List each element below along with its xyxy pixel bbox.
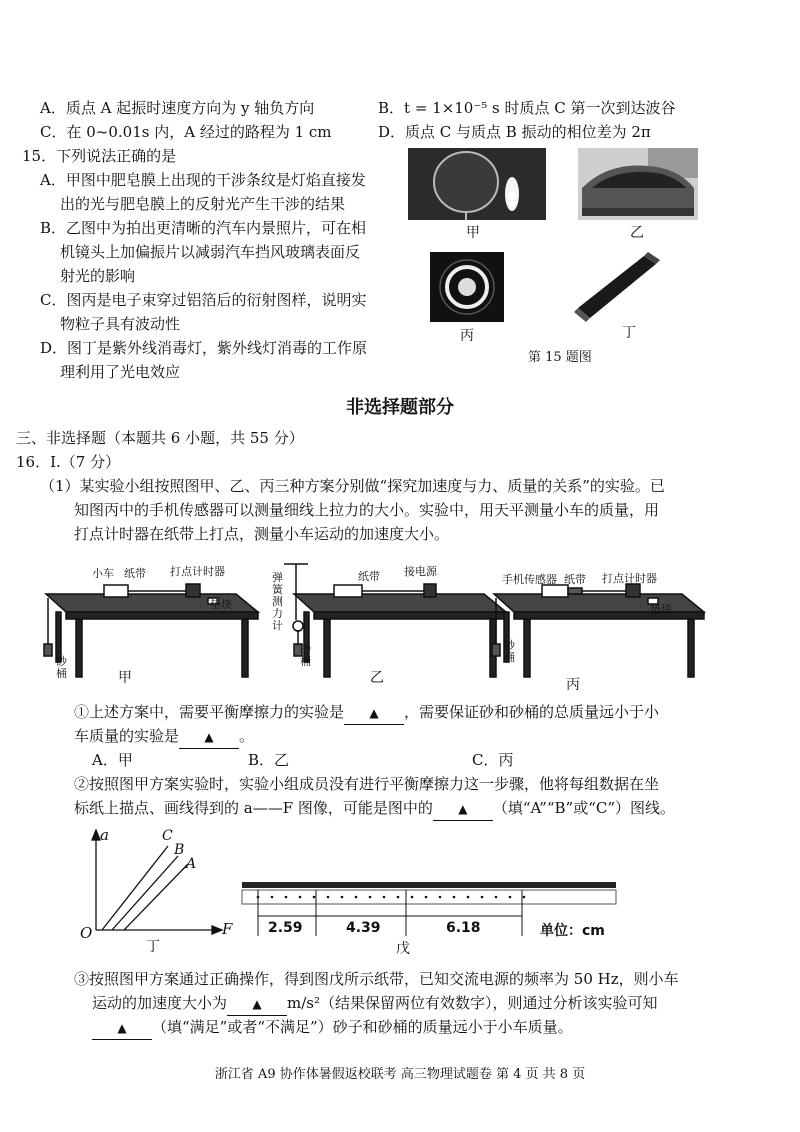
answer-blank-5[interactable]: ▲ — [92, 1017, 152, 1040]
jia-bucket-label: 砂桶 — [56, 655, 67, 680]
q16-intro-line3: 打点计时器在纸带上打点，测量小车运动的加速度大小。 — [74, 525, 450, 543]
graph-line-a-label: A — [186, 856, 197, 872]
section-title: 非选择题部分 — [346, 397, 454, 418]
line-c — [102, 846, 168, 930]
q15-b-line3: 射光的影响 — [60, 267, 136, 285]
answer-blank-1[interactable]: ▲ — [344, 702, 404, 725]
q14-option-c: C．在 0~0.01s 内，A 经过的路程为 1 cm — [40, 123, 332, 141]
graph-origin: O — [80, 924, 93, 942]
choice-b: B．乙 — [248, 751, 290, 769]
tape-distance-2: 4.39 — [346, 920, 381, 936]
q15-b-line2: 机镜头上加偏振片以减弱汽车挡风玻璃表面反 — [60, 243, 361, 261]
q16-intro-line1: （1）某实验小组按照图甲、乙、丙三种方案分别做“探究加速度与力、质量的关系”的实验。已 — [40, 477, 665, 495]
q16-sub2-line2: 标纸上描点、画线得到的 a——F 图像，可能是图中的 ▲ （填“A”“B”或“C”）图线。 — [74, 797, 675, 821]
car-photo — [578, 148, 698, 220]
q14-option-a: A．质点 A 起振时速度方向为 y 轴负方向 — [40, 99, 315, 117]
soap-film-photo — [408, 148, 546, 220]
yi-power-label: 接电源 — [404, 565, 437, 578]
choice-a: A．甲 — [92, 751, 133, 769]
bing-phone-label: 手机传感器 — [502, 573, 557, 586]
label-ding: 丁 — [622, 325, 636, 341]
q16-sub1-line2: 车质量的实验是 ▲ 。 — [74, 725, 254, 749]
q15-a-line1: A．甲图中肥皂膜上出现的干涉条纹是灯焰直接发 — [40, 171, 366, 189]
jia-tape-label: 纸带 — [124, 567, 146, 580]
q15-c-line2: 物粒子具有波动性 — [60, 315, 181, 333]
jia-pad-label: 垫块 — [210, 598, 232, 611]
tape-unit: 单位：cm — [540, 923, 605, 939]
q16-sub3-line1: ③按照图甲方案通过正确操作，得到图戊所示纸带，已知交流电源的频率为 50 Hz，则小车 — [74, 970, 679, 988]
q15-b-line1: B．乙图中为拍出更清晰的汽车内景照片，可在相 — [40, 219, 367, 237]
fig-yi-label: 乙 — [370, 670, 384, 686]
line-a — [124, 864, 188, 930]
yi-spring-label: 弹簧测力计 — [272, 571, 283, 632]
graph-line-c-label: C — [162, 828, 173, 844]
diffraction-photo — [430, 252, 504, 322]
jia-car-label: 小车 — [92, 567, 114, 580]
q14-option-d: D．质点 C 与质点 B 振动的相位差为 2π — [378, 123, 651, 141]
q16-head: 16．I.（7 分） — [16, 453, 121, 471]
answer-blank-2[interactable]: ▲ — [179, 726, 239, 749]
tape-distance-3: 6.18 — [446, 920, 481, 936]
choice-c: C．丙 — [472, 751, 514, 769]
tape-fig-label: 戊 — [396, 941, 410, 957]
fig-jia-label: 甲 — [118, 670, 132, 686]
answer-blank-3[interactable]: ▲ — [433, 798, 493, 821]
q16-sub1-line1: ①上述方案中，需要平衡摩擦力的实验是 ▲ ，需要保证砂和砂桶的总质量远小于小 — [74, 701, 659, 725]
answer-blank-4[interactable]: ▲ — [227, 993, 287, 1016]
yi-bucket-label: 砂桶 — [300, 643, 311, 668]
section-head: 三、非选择题（本题共 6 小题，共 55 分） — [16, 429, 304, 447]
q15-stem: 15．下列说法正确的是 — [22, 147, 177, 165]
bing-pad-label: 垫块 — [650, 603, 672, 616]
q14-option-b: B．t = 1×10⁻⁵ s 时质点 C 第一次到达波谷 — [378, 99, 676, 117]
q15-a-line2: 出的光与肥皂膜上的反射光产生干涉的结果 — [60, 195, 346, 213]
graph-axis-a: a — [100, 826, 109, 844]
label-yi: 乙 — [630, 225, 644, 241]
bing-timer-label: 打点计时器 — [602, 572, 657, 585]
q15-d-line1: D．图丁是紫外线消毒灯，紫外线灯消毒的工作原 — [40, 339, 368, 357]
fig15-caption: 第 15 题图 — [528, 350, 592, 365]
q15-d-line2: 理利用了光电效应 — [60, 363, 181, 381]
q15-c-line1: C．图丙是电子束穿过铝箔后的衍射图样，说明实 — [40, 291, 367, 309]
graph-fig-label: 丁 — [146, 939, 160, 955]
graph-axis-f: F — [222, 920, 233, 938]
yi-tape-label: 纸带 — [358, 570, 380, 583]
bing-bucket-label: 砂桶 — [504, 639, 515, 664]
q16-sub3-line2: 运动的加速度大小为 ▲ m/s²（结果保留两位有效数字），则通过分析该实验可知 — [92, 992, 658, 1016]
line-b — [112, 856, 178, 930]
bing-tape-label: 纸带 — [564, 573, 586, 586]
jia-timer-label: 打点计时器 — [170, 565, 225, 578]
page-footer: 浙江省 A9 协作体暑假返校联考 高三物理试题卷 第 4 页 共 8 页 — [214, 1067, 586, 1082]
graph-line-b-label: B — [174, 842, 185, 858]
q16-sub3-line3: ▲ （填“满足”或者“不满足”）砂子和砂桶的质量远小于小车质量。 — [92, 1016, 573, 1040]
fig-bing-label: 丙 — [566, 677, 580, 693]
tape-distance-1: 2.59 — [268, 920, 303, 936]
label-bing: 丙 — [460, 328, 474, 344]
q16-intro-line2: 知图丙中的手机传感器可以测量细线上拉力的大小。实验中，用天平测量小车的质量，用 — [74, 501, 660, 519]
uv-lamp-photo — [572, 250, 668, 322]
label-jia: 甲 — [466, 225, 480, 241]
q16-sub2-line1: ②按照图甲方案实验时，实验小组成员没有进行平衡摩擦力这一步骤，他将每组数据在坐 — [74, 775, 660, 793]
